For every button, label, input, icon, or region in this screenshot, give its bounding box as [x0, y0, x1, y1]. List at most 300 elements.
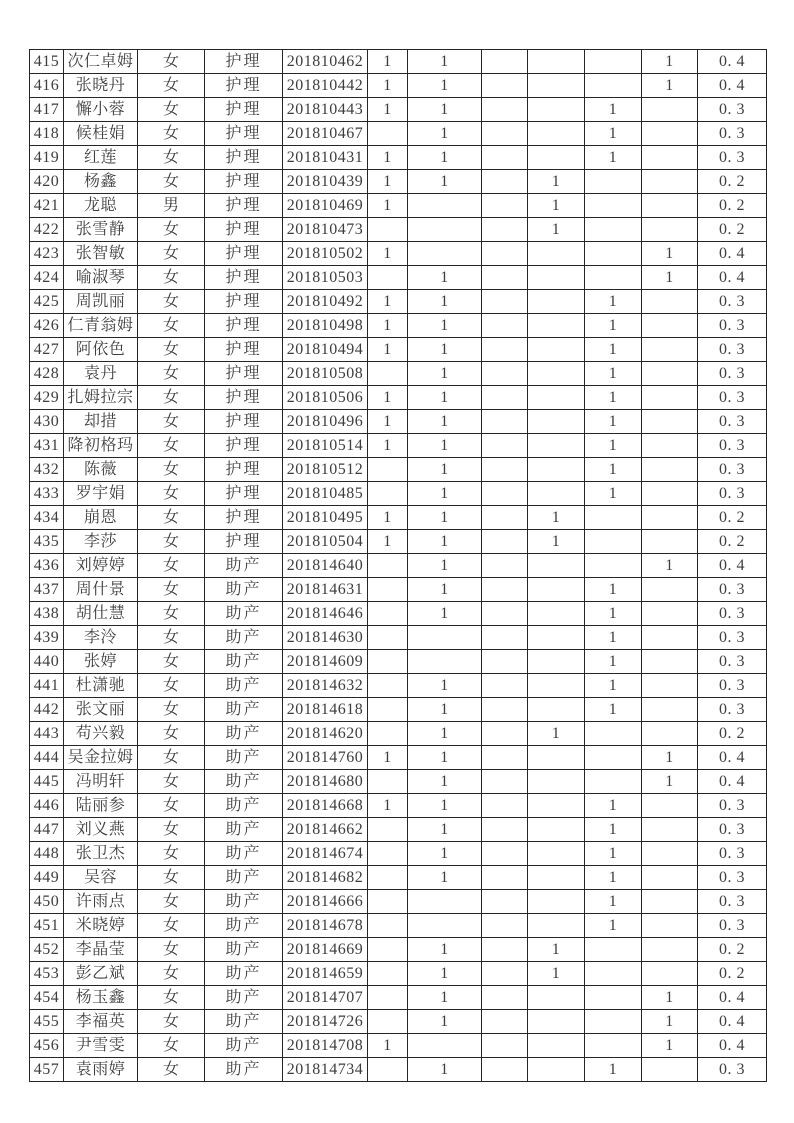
cell-score: 0. 3 — [698, 290, 767, 314]
table-row — [30, 1010, 767, 1034]
cell-row-number: 424 — [30, 266, 64, 290]
cell-mark-2: 1 — [408, 674, 482, 698]
cell-mark-3 — [482, 1058, 528, 1082]
cell-mark-6 — [642, 338, 698, 362]
cell-mark-5 — [585, 962, 642, 986]
cell-mark-3 — [482, 770, 528, 794]
cell-mark-2: 1 — [408, 698, 482, 722]
cell-mark-3 — [482, 1010, 528, 1034]
cell-mark-1 — [368, 266, 408, 290]
cell-row-number: 421 — [30, 194, 64, 218]
cell-mark-4 — [528, 74, 585, 98]
cell-mark-5 — [585, 722, 642, 746]
cell-mark-1 — [368, 1058, 408, 1082]
cell-name: 袁丹 — [64, 362, 138, 386]
table-row — [30, 146, 767, 170]
cell-mark-3 — [482, 530, 528, 554]
cell-mark-4 — [528, 458, 585, 482]
cell-mark-1 — [368, 914, 408, 938]
cell-score: 0. 4 — [698, 242, 767, 266]
cell-gender: 女 — [138, 674, 205, 698]
cell-mark-3 — [482, 290, 528, 314]
cell-mark-2 — [408, 890, 482, 914]
table-row — [30, 698, 767, 722]
cell-mark-1 — [368, 818, 408, 842]
cell-student-id: 201810485 — [283, 482, 368, 506]
cell-mark-3 — [482, 842, 528, 866]
cell-student-id: 201814630 — [283, 626, 368, 650]
cell-student-id: 201810492 — [283, 290, 368, 314]
cell-mark-4 — [528, 890, 585, 914]
cell-row-number: 450 — [30, 890, 64, 914]
cell-mark-2: 1 — [408, 122, 482, 146]
cell-score: 0. 3 — [698, 314, 767, 338]
cell-score: 0. 2 — [698, 530, 767, 554]
cell-gender: 女 — [138, 530, 205, 554]
table-row — [30, 170, 767, 194]
table-row — [30, 890, 767, 914]
cell-mark-6: 1 — [642, 50, 698, 74]
cell-mark-6 — [642, 914, 698, 938]
cell-mark-6 — [642, 794, 698, 818]
cell-row-number: 417 — [30, 98, 64, 122]
cell-mark-2: 1 — [408, 50, 482, 74]
table-row — [30, 266, 767, 290]
cell-student-id: 201810503 — [283, 266, 368, 290]
cell-mark-5 — [585, 242, 642, 266]
cell-mark-1 — [368, 362, 408, 386]
cell-mark-3 — [482, 554, 528, 578]
cell-mark-4 — [528, 650, 585, 674]
cell-score: 0. 2 — [698, 938, 767, 962]
cell-mark-6 — [642, 146, 698, 170]
table-row — [30, 458, 767, 482]
cell-name: 仁青翁姆 — [64, 314, 138, 338]
cell-mark-6 — [642, 314, 698, 338]
table-row — [30, 290, 767, 314]
cell-mark-1 — [368, 674, 408, 698]
cell-mark-3 — [482, 962, 528, 986]
cell-score: 0. 4 — [698, 770, 767, 794]
cell-mark-5 — [585, 266, 642, 290]
cell-mark-6 — [642, 866, 698, 890]
cell-student-id: 201814666 — [283, 890, 368, 914]
cell-student-id: 201814646 — [283, 602, 368, 626]
cell-mark-5: 1 — [585, 146, 642, 170]
cell-row-number: 423 — [30, 242, 64, 266]
cell-gender: 女 — [138, 938, 205, 962]
cell-mark-3 — [482, 482, 528, 506]
cell-student-id: 201814659 — [283, 962, 368, 986]
cell-gender: 女 — [138, 554, 205, 578]
cell-mark-2: 1 — [408, 746, 482, 770]
cell-major: 助产 — [205, 866, 283, 890]
cell-gender: 女 — [138, 1010, 205, 1034]
table-row — [30, 98, 767, 122]
cell-student-id: 201814640 — [283, 554, 368, 578]
cell-name: 阿依色 — [64, 338, 138, 362]
cell-major: 助产 — [205, 1034, 283, 1058]
cell-mark-5 — [585, 530, 642, 554]
table-row — [30, 482, 767, 506]
cell-mark-5: 1 — [585, 626, 642, 650]
cell-mark-5: 1 — [585, 650, 642, 674]
cell-mark-4: 1 — [528, 530, 585, 554]
cell-student-id: 201814631 — [283, 578, 368, 602]
cell-gender: 女 — [138, 698, 205, 722]
cell-mark-6 — [642, 170, 698, 194]
cell-row-number: 445 — [30, 770, 64, 794]
cell-mark-3 — [482, 698, 528, 722]
table-row — [30, 362, 767, 386]
cell-row-number: 454 — [30, 986, 64, 1010]
cell-mark-2: 1 — [408, 434, 482, 458]
cell-mark-6: 1 — [642, 242, 698, 266]
cell-score: 0. 4 — [698, 1010, 767, 1034]
table-row — [30, 386, 767, 410]
cell-mark-1: 1 — [368, 506, 408, 530]
cell-mark-6: 1 — [642, 1034, 698, 1058]
cell-row-number: 448 — [30, 842, 64, 866]
cell-name: 降初格玛 — [64, 434, 138, 458]
cell-mark-3 — [482, 578, 528, 602]
cell-student-id: 201814682 — [283, 866, 368, 890]
cell-mark-1: 1 — [368, 530, 408, 554]
cell-mark-2: 1 — [408, 578, 482, 602]
cell-mark-6 — [642, 194, 698, 218]
cell-score: 0. 2 — [698, 218, 767, 242]
cell-mark-3 — [482, 506, 528, 530]
cell-mark-4 — [528, 794, 585, 818]
cell-name: 张卫杰 — [64, 842, 138, 866]
cell-mark-6 — [642, 410, 698, 434]
cell-gender: 女 — [138, 722, 205, 746]
cell-gender: 女 — [138, 1034, 205, 1058]
cell-mark-6: 1 — [642, 746, 698, 770]
cell-mark-1 — [368, 554, 408, 578]
cell-mark-2 — [408, 626, 482, 650]
cell-mark-5 — [585, 170, 642, 194]
cell-mark-3 — [482, 410, 528, 434]
cell-mark-6 — [642, 1058, 698, 1082]
cell-mark-2: 1 — [408, 1010, 482, 1034]
cell-student-id: 201810443 — [283, 98, 368, 122]
cell-mark-5: 1 — [585, 362, 642, 386]
cell-mark-3 — [482, 722, 528, 746]
cell-major: 护理 — [205, 122, 283, 146]
cell-gender: 女 — [138, 746, 205, 770]
cell-gender: 男 — [138, 194, 205, 218]
cell-major: 助产 — [205, 554, 283, 578]
cell-mark-2 — [408, 218, 482, 242]
cell-mark-5: 1 — [585, 794, 642, 818]
cell-mark-6: 1 — [642, 554, 698, 578]
cell-name: 张晓丹 — [64, 74, 138, 98]
cell-gender: 女 — [138, 794, 205, 818]
cell-mark-4 — [528, 602, 585, 626]
cell-student-id: 201810431 — [283, 146, 368, 170]
cell-name: 刘婷婷 — [64, 554, 138, 578]
cell-mark-2: 1 — [408, 338, 482, 362]
cell-gender: 女 — [138, 314, 205, 338]
cell-mark-6 — [642, 386, 698, 410]
cell-mark-1: 1 — [368, 794, 408, 818]
cell-mark-6 — [642, 890, 698, 914]
cell-major: 护理 — [205, 482, 283, 506]
cell-mark-5: 1 — [585, 458, 642, 482]
cell-major: 助产 — [205, 626, 283, 650]
cell-mark-1 — [368, 938, 408, 962]
cell-major: 助产 — [205, 842, 283, 866]
cell-major: 护理 — [205, 410, 283, 434]
cell-mark-1: 1 — [368, 98, 408, 122]
cell-row-number: 420 — [30, 170, 64, 194]
cell-name: 周凯丽 — [64, 290, 138, 314]
cell-mark-2: 1 — [408, 170, 482, 194]
cell-score: 0. 3 — [698, 410, 767, 434]
cell-mark-2: 1 — [408, 554, 482, 578]
cell-mark-4 — [528, 98, 585, 122]
cell-mark-4 — [528, 50, 585, 74]
table-row — [30, 122, 767, 146]
cell-name: 李泠 — [64, 626, 138, 650]
cell-mark-4: 1 — [528, 938, 585, 962]
cell-row-number: 435 — [30, 530, 64, 554]
cell-gender: 女 — [138, 482, 205, 506]
cell-mark-6 — [642, 98, 698, 122]
cell-mark-3 — [482, 434, 528, 458]
cell-row-number: 432 — [30, 458, 64, 482]
cell-mark-3 — [482, 170, 528, 194]
cell-row-number: 446 — [30, 794, 64, 818]
cell-score: 0. 3 — [698, 362, 767, 386]
cell-mark-5: 1 — [585, 314, 642, 338]
cell-row-number: 452 — [30, 938, 64, 962]
cell-row-number: 419 — [30, 146, 64, 170]
cell-score: 0. 3 — [698, 122, 767, 146]
cell-name: 龙聪 — [64, 194, 138, 218]
cell-mark-6 — [642, 842, 698, 866]
cell-mark-3 — [482, 1034, 528, 1058]
cell-mark-2: 1 — [408, 314, 482, 338]
cell-mark-4 — [528, 554, 585, 578]
table-row — [30, 434, 767, 458]
cell-name: 罗宇娟 — [64, 482, 138, 506]
cell-student-id: 201810442 — [283, 74, 368, 98]
cell-mark-5: 1 — [585, 578, 642, 602]
cell-mark-5 — [585, 218, 642, 242]
table-body — [30, 50, 767, 1082]
cell-score: 0. 3 — [698, 98, 767, 122]
table-row — [30, 722, 767, 746]
table-row — [30, 626, 767, 650]
cell-major: 助产 — [205, 746, 283, 770]
cell-mark-4: 1 — [528, 506, 585, 530]
cell-name: 吴金拉姆 — [64, 746, 138, 770]
cell-gender: 女 — [138, 458, 205, 482]
cell-name: 张婷 — [64, 650, 138, 674]
table-row — [30, 938, 767, 962]
cell-mark-2 — [408, 194, 482, 218]
cell-mark-6 — [642, 506, 698, 530]
cell-row-number: 441 — [30, 674, 64, 698]
cell-student-id: 201814708 — [283, 1034, 368, 1058]
cell-mark-5: 1 — [585, 386, 642, 410]
cell-student-id: 201814668 — [283, 794, 368, 818]
cell-mark-4: 1 — [528, 962, 585, 986]
cell-gender: 女 — [138, 962, 205, 986]
cell-mark-5: 1 — [585, 818, 642, 842]
cell-student-id: 201810508 — [283, 362, 368, 386]
cell-mark-1 — [368, 482, 408, 506]
cell-gender: 女 — [138, 266, 205, 290]
cell-mark-5 — [585, 938, 642, 962]
table-row — [30, 314, 767, 338]
table-row — [30, 962, 767, 986]
cell-mark-6 — [642, 218, 698, 242]
cell-student-id: 201810512 — [283, 458, 368, 482]
cell-row-number: 451 — [30, 914, 64, 938]
cell-mark-5: 1 — [585, 842, 642, 866]
cell-mark-4 — [528, 674, 585, 698]
cell-mark-5 — [585, 746, 642, 770]
cell-mark-6 — [642, 818, 698, 842]
cell-mark-6 — [642, 962, 698, 986]
cell-major: 护理 — [205, 314, 283, 338]
cell-student-id: 201814632 — [283, 674, 368, 698]
cell-name: 彭乙斌 — [64, 962, 138, 986]
cell-score: 0. 3 — [698, 578, 767, 602]
cell-name: 懈小蓉 — [64, 98, 138, 122]
table-row — [30, 578, 767, 602]
cell-score: 0. 4 — [698, 50, 767, 74]
cell-row-number: 443 — [30, 722, 64, 746]
cell-gender: 女 — [138, 986, 205, 1010]
cell-mark-4 — [528, 362, 585, 386]
cell-mark-5 — [585, 1034, 642, 1058]
cell-mark-1 — [368, 866, 408, 890]
cell-student-id: 201814726 — [283, 1010, 368, 1034]
cell-mark-5: 1 — [585, 1058, 642, 1082]
cell-mark-3 — [482, 242, 528, 266]
cell-mark-1 — [368, 842, 408, 866]
cell-gender: 女 — [138, 410, 205, 434]
table-row — [30, 218, 767, 242]
cell-row-number: 440 — [30, 650, 64, 674]
cell-mark-4 — [528, 434, 585, 458]
cell-mark-4 — [528, 578, 585, 602]
cell-mark-4 — [528, 698, 585, 722]
cell-row-number: 431 — [30, 434, 64, 458]
cell-mark-4 — [528, 842, 585, 866]
cell-mark-4: 1 — [528, 170, 585, 194]
cell-score: 0. 3 — [698, 794, 767, 818]
cell-mark-3 — [482, 746, 528, 770]
cell-mark-4 — [528, 746, 585, 770]
cell-mark-2: 1 — [408, 458, 482, 482]
table-row — [30, 242, 767, 266]
cell-gender: 女 — [138, 770, 205, 794]
cell-row-number: 416 — [30, 74, 64, 98]
cell-mark-5: 1 — [585, 290, 642, 314]
cell-score: 0. 3 — [698, 602, 767, 626]
cell-major: 护理 — [205, 458, 283, 482]
cell-mark-3 — [482, 602, 528, 626]
cell-name: 陈薇 — [64, 458, 138, 482]
cell-mark-3 — [482, 794, 528, 818]
cell-score: 0. 3 — [698, 386, 767, 410]
cell-mark-4 — [528, 314, 585, 338]
cell-mark-4 — [528, 338, 585, 362]
cell-major: 护理 — [205, 530, 283, 554]
cell-student-id: 201814680 — [283, 770, 368, 794]
table-row — [30, 986, 767, 1010]
cell-major: 助产 — [205, 986, 283, 1010]
table-row — [30, 554, 767, 578]
cell-mark-2: 1 — [408, 602, 482, 626]
cell-mark-4 — [528, 914, 585, 938]
cell-major: 助产 — [205, 578, 283, 602]
cell-row-number: 455 — [30, 1010, 64, 1034]
cell-major: 护理 — [205, 146, 283, 170]
table-row — [30, 794, 767, 818]
cell-student-id: 201810469 — [283, 194, 368, 218]
cell-gender: 女 — [138, 602, 205, 626]
cell-name: 李晶莹 — [64, 938, 138, 962]
cell-score: 0. 3 — [698, 482, 767, 506]
cell-name: 李福英 — [64, 1010, 138, 1034]
cell-row-number: 430 — [30, 410, 64, 434]
cell-mark-2: 1 — [408, 386, 482, 410]
table-row — [30, 866, 767, 890]
cell-mark-3 — [482, 98, 528, 122]
cell-row-number: 456 — [30, 1034, 64, 1058]
cell-mark-2: 1 — [408, 986, 482, 1010]
cell-gender: 女 — [138, 290, 205, 314]
cell-mark-5: 1 — [585, 122, 642, 146]
cell-gender: 女 — [138, 1058, 205, 1082]
cell-mark-5: 1 — [585, 698, 642, 722]
cell-mark-5: 1 — [585, 98, 642, 122]
cell-mark-2: 1 — [408, 794, 482, 818]
cell-mark-1 — [368, 722, 408, 746]
cell-mark-2: 1 — [408, 842, 482, 866]
cell-row-number: 438 — [30, 602, 64, 626]
cell-mark-1 — [368, 770, 408, 794]
table-row — [30, 650, 767, 674]
cell-mark-6 — [642, 650, 698, 674]
cell-mark-4 — [528, 482, 585, 506]
cell-mark-2: 1 — [408, 362, 482, 386]
cell-gender: 女 — [138, 170, 205, 194]
cell-mark-6: 1 — [642, 1010, 698, 1034]
cell-score: 0. 4 — [698, 746, 767, 770]
cell-mark-3 — [482, 266, 528, 290]
cell-mark-1 — [368, 962, 408, 986]
table-row — [30, 1058, 767, 1082]
cell-name: 吴容 — [64, 866, 138, 890]
cell-major: 护理 — [205, 506, 283, 530]
cell-major: 助产 — [205, 698, 283, 722]
table-row — [30, 842, 767, 866]
cell-major: 护理 — [205, 338, 283, 362]
cell-mark-2: 1 — [408, 818, 482, 842]
cell-mark-1: 1 — [368, 194, 408, 218]
cell-mark-3 — [482, 986, 528, 1010]
cell-student-id: 201814662 — [283, 818, 368, 842]
cell-student-id: 201814609 — [283, 650, 368, 674]
cell-mark-6 — [642, 482, 698, 506]
